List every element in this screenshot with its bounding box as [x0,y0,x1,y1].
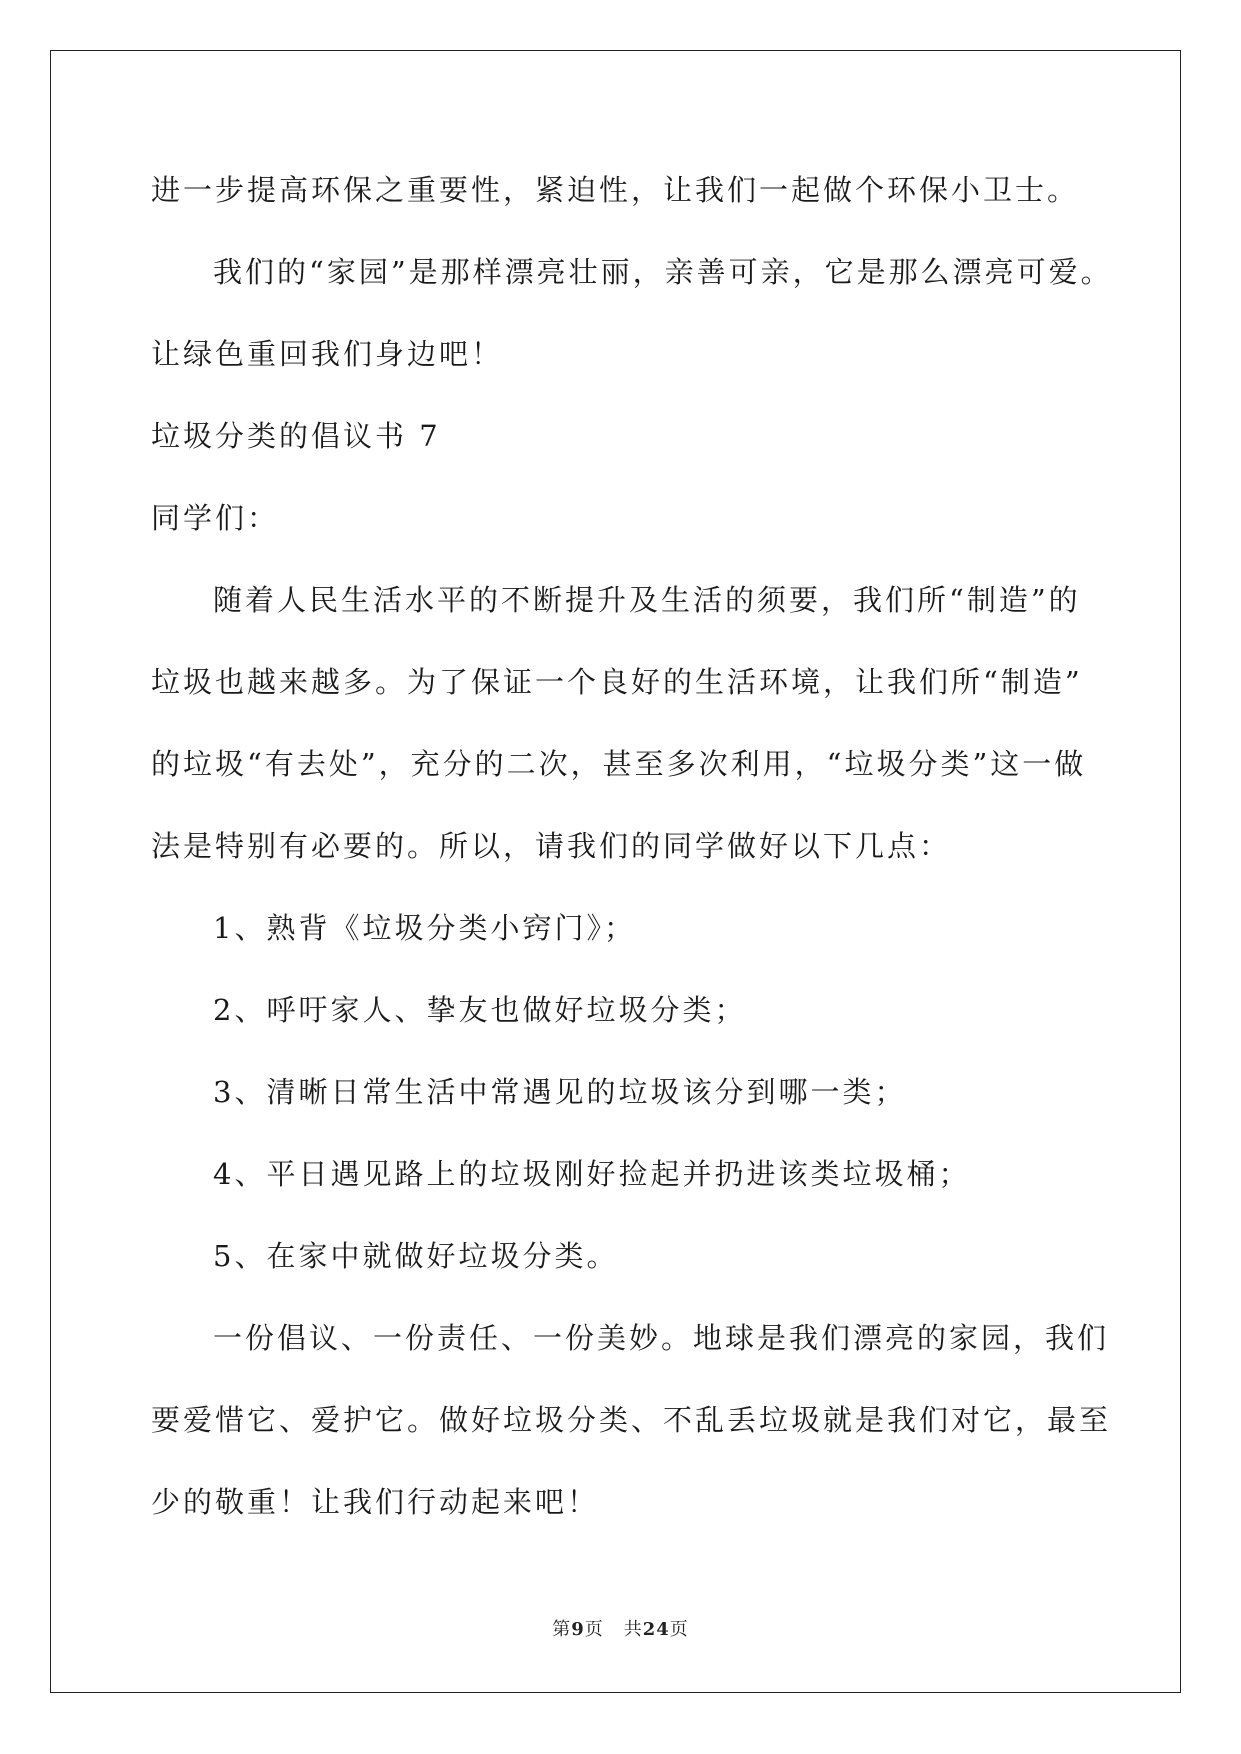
paragraph-line: 垃圾也越来越多。为了保证一个良好的生活环境，让我们所“制造” [151,665,1083,699]
page-number: 9 [571,1619,585,1640]
paragraph-line: 随着人民生活水平的不断提升及生活的须要，我们所“制造”的 [213,583,1081,617]
paragraph-line: 进一步提高环保之重要性，紧迫性，让我们一起做个环保小卫士。 [151,173,1080,207]
total-prefix: 共 [623,1619,643,1640]
list-item: 3、清晰日常生活中常遇见的垃圾该分到哪一类； [213,1075,907,1109]
total-suffix: 页 [669,1619,689,1640]
paragraph-line: 要爱惜它、爱护它。做好垃圾分类、不乱丢垃圾就是我们对它，最至 [151,1403,1112,1437]
page-footer [0,1615,1241,1641]
list-item: 5、在家中就做好垃圾分类。 [213,1239,619,1273]
salutation: 同学们： [151,501,280,535]
page-border [50,50,1181,1693]
paragraph-line: 少的敬重！让我们行动起来吧！ [151,1485,600,1519]
page-suffix: 页 [584,1619,604,1640]
list-item: 4、平日遇见路上的垃圾刚好捡起并扔进该类垃圾桶； [213,1157,971,1191]
page-prefix: 第 [552,1619,572,1640]
section-heading: 垃圾分类的倡议书 7 [151,419,441,453]
paragraph-line: 法是特别有必要的。所以，请我们的同学做好以下几点： [151,829,952,863]
paragraph-line: 的垃圾“有去处”，充分的二次，甚至多次利用，“垃圾分类”这一做 [151,747,1087,781]
paragraph-line: 一份倡议、一份责任、一份美妙。地球是我们漂亮的家园，我们 [213,1321,1110,1355]
list-item: 1、熟背《垃圾分类小窍门》； [213,911,636,945]
paragraph-line: 我们的“家园”是那样漂亮壮丽，亲善可亲，它是那么漂亮可爱。 [213,255,1113,289]
list-item: 2、呼吁家人、挚友也做好垃圾分类； [213,993,747,1027]
paragraph-line: 让绿色重回我们身边吧！ [151,337,504,371]
total-pages: 24 [642,1619,670,1640]
